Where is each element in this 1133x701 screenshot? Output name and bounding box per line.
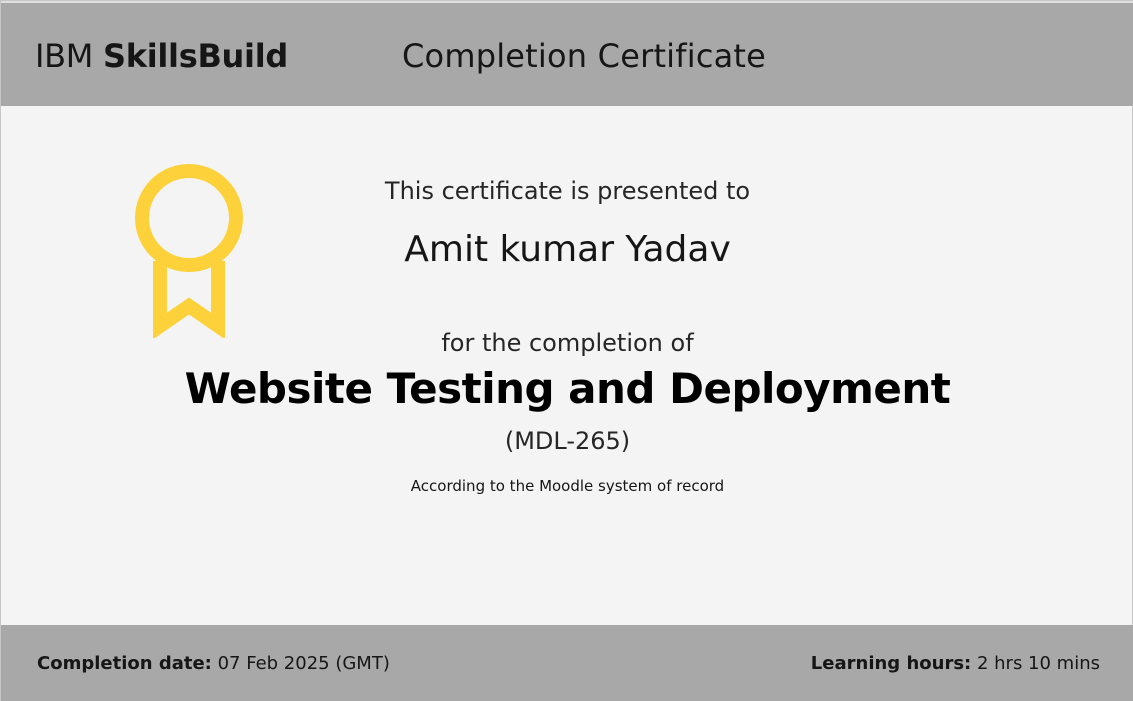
brand-logo xyxy=(35,37,288,75)
learning-hours xyxy=(811,653,1100,675)
recipient-name: Amit kumar Yadav xyxy=(404,229,731,270)
learning-hours-label: Learning hours: xyxy=(810,653,972,674)
completion-date-value: 07 Feb 2025 (GMT) xyxy=(217,653,390,674)
certificate-header xyxy=(1,1,1133,106)
completion-text: for the completion of xyxy=(441,329,694,357)
learning-hours-value: 2 hrs 10 mins xyxy=(976,653,1100,674)
completion-date xyxy=(37,653,390,675)
course-code: (MDL-265) xyxy=(504,427,631,455)
presented-text: This certificate is presented to xyxy=(384,177,751,205)
brand-prefix: IBM xyxy=(35,37,94,75)
course-title: Website Testing and Deployment xyxy=(184,364,951,413)
record-note: According to the Moodle system of record xyxy=(410,477,725,495)
certificate-footer xyxy=(1,625,1133,701)
completion-date-label: Completion date: xyxy=(37,653,212,674)
brand-name: SkillsBuild xyxy=(102,37,288,75)
certificate-title: Completion Certificate xyxy=(402,37,767,75)
